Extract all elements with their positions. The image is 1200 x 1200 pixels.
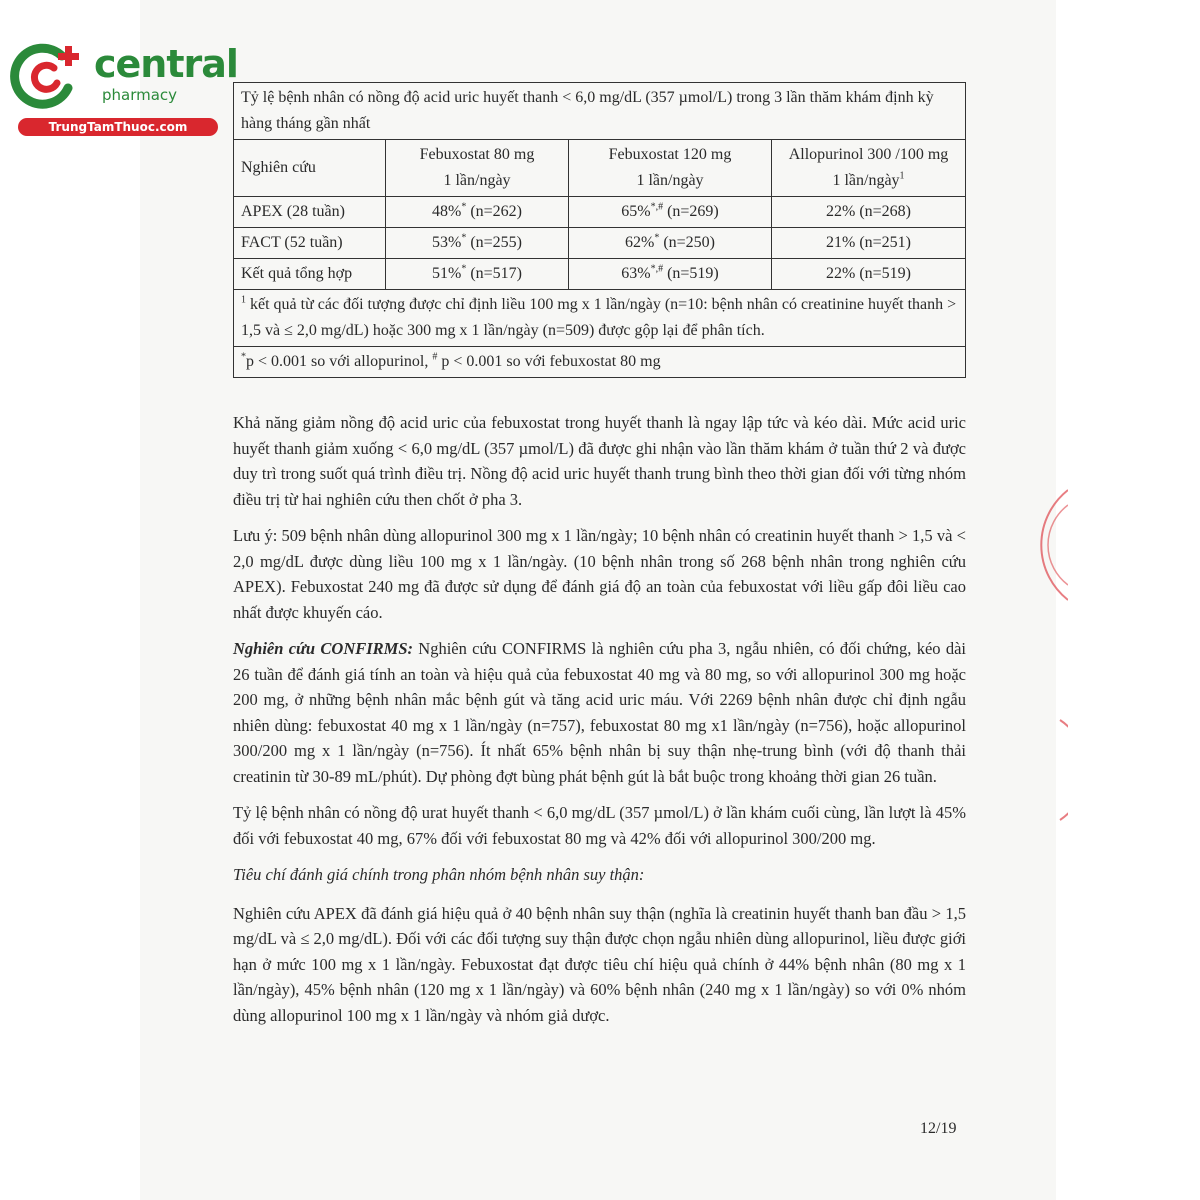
brand-sub: pharmacy [102, 86, 178, 104]
table-footnote-2: *p < 0.001 so với allopurinol, # p < 0.001 so với febuxostat 80 mg [234, 347, 966, 378]
row-cell: 22% (n=519) [772, 259, 966, 290]
table-footnote-1: $^1$ kết quả từ các đối tượng được chỉ định liều 100 mg x 1 lần/ngày (n=10: bệnh nhân có creatinine huyết thanh > 1,5 và ≤ 2,0 mg/dL) hoặc 300 mg x 1 lần/ngày (n=509) được gộp lại để phân tích. [234, 290, 966, 347]
table-header-row [234, 140, 966, 197]
row-cell: 62%* (n=250) [569, 228, 772, 259]
section-heading: Tiêu chí đánh giá chính trong phân nhóm bệnh nhân suy thận: [233, 865, 645, 884]
paragraph: Lưu ý: 509 bệnh nhân dùng allopurinol 300 mg x 1 lần/ngày; 10 bệnh nhân có creatinin huyết thanh > 1,5 và < 2,0 mg/dL được dùng liều 100 mg x 1 lần/ngày. (10 bệnh nhân trong số 268 bệnh nhân trong nghiên cứu APEX). Febuxostat 240 mg đã được sử dụng để đánh giá độ an toàn của febuxostat với liều gấp đôi liều cao nhất được khuyến cáo. [233, 526, 966, 622]
row-study: Kết quả tổng hợp [234, 259, 386, 290]
header-febuxostat-80: Febuxostat 80 mg 1 lần/ngày [386, 140, 569, 197]
table-title-row [234, 83, 966, 140]
results-table [233, 82, 966, 378]
table-footnote-row [234, 347, 966, 378]
brand-logo[interactable] [10, 38, 238, 138]
table-title: Tỷ lệ bệnh nhân có nồng độ acid uric huyết thanh < 6,0 mg/dL (357 µmol/L) trong 3 lần thăm khám định kỳ hàng tháng gần nhất [234, 83, 966, 140]
table-footnote-row [234, 290, 966, 347]
row-cell: 22% (n=268) [772, 197, 966, 228]
row-cell: 53%* (n=255) [386, 228, 569, 259]
page-number: 12/19 [920, 1120, 957, 1137]
paragraph: Tỷ lệ bệnh nhân có nồng độ urat huyết thanh < 6,0 mg/dL (357 µmol/L) ở lần khám cuối cùng, lần lượt là 45% đối với febuxostat 40 mg, 67% đối với febuxostat 80 mg và 42% đối với allopurinol 300/200 mg. [233, 803, 966, 848]
table-row [234, 197, 966, 228]
paragraph: Khả năng giảm nồng độ acid uric của febuxostat trong huyết thanh là ngay lập tức và kéo dài. Mức acid uric huyết thanh giảm xuống < 6,0 mg/dL (357 µmol/L) đã được ghi nhận vào lần thăm khám ở tuần thứ 2 và được duy trì trong suốt quá trình điều trị. Nồng độ acid uric huyết thanh trung bình theo thời gian đối với từng nhóm điều trị từ hai nghiên cứu then chốt ở pha 3. [233, 413, 966, 509]
brand-site-badge[interactable]: TrungTamThuoc.com [18, 118, 218, 136]
row-cell: 21% (n=251) [772, 228, 966, 259]
stamp-fragment-icon [1040, 715, 1068, 825]
brand-name: central [94, 42, 238, 86]
paragraph: Nghiên cứu APEX đã đánh giá hiệu quả ở 40 bệnh nhân suy thận (nghĩa là creatinin huyết thanh ban đầu > 1,5 mg/dL và ≤ 2,0 mg/dL). Đối với các đối tượng suy thận được chọn ngẫu nhiên dùng allopurinol, liều được giới hạn ở mức 100 mg x 1 lần/ngày. Febuxostat đạt được tiêu chí hiệu quả chính ở 44% bệnh nhân (80 mg x 1 lần/ngày), 45% bệnh nhân (120 mg x 1 lần/ngày) và 60% bệnh nhân (240 mg x 1 lần/ngày) so với 0% nhóm dùng allopurinol 100 mg x 1 lần/ngày và nhóm giả dược. [233, 903, 966, 1025]
row-cell: 65%*,# (n=269) [569, 197, 772, 228]
row-cell: 51%* (n=517) [386, 259, 569, 290]
body-text [233, 410, 966, 1039]
paragraph: Nghiên cứu CONFIRMS: Nghiên cứu CONFIRMS là nghiên cứu pha 3, ngẫu nhiên, có đối chứng, kéo dài 26 tuần để đánh giá tính an toàn và hiệu quả của febuxostat 40 mg và 80 mg, so với allopurinol 300 mg hoặc 200 mg, ở những bệnh nhân mắc bệnh gút và tăng acid uric máu. Với 2269 bệnh nhân được chỉ định ngẫu nhiên dùng: febuxostat 40 mg x 1 lần/ngày (n=757), febuxostat 80 mg x1 lần/ngày (n=756), hoặc allopurinol 300/200 mg x 1 lần/ngày (n=756). Ít nhất 65% bệnh nhân bị suy thận nhẹ-trung bình (với độ thanh thải creatinin từ 30-89 mL/phút). Dự phòng đợt bùng phát bệnh gút là bắt buộc trong khoảng thời gian 26 tuần. [233, 639, 966, 786]
row-study: FACT (52 tuần) [234, 228, 386, 259]
table-row [234, 228, 966, 259]
central-pharmacy-logo-icon [10, 38, 85, 113]
header-febuxostat-120: Febuxostat 120 mg 1 lần/ngày [569, 140, 772, 197]
paragraph-lead: Nghiên cứu CONFIRMS: [233, 639, 414, 658]
stamp-fragment-icon [1040, 485, 1068, 605]
header-allopurinol: Allopurinol 300 /100 mg 1 lần/ngày$^1$ [772, 140, 966, 197]
table-row [234, 259, 966, 290]
row-cell: 63%*,# (n=519) [569, 259, 772, 290]
row-cell: 48%* (n=262) [386, 197, 569, 228]
header-study: Nghiên cứu [234, 140, 386, 197]
row-study: APEX (28 tuần) [234, 197, 386, 228]
